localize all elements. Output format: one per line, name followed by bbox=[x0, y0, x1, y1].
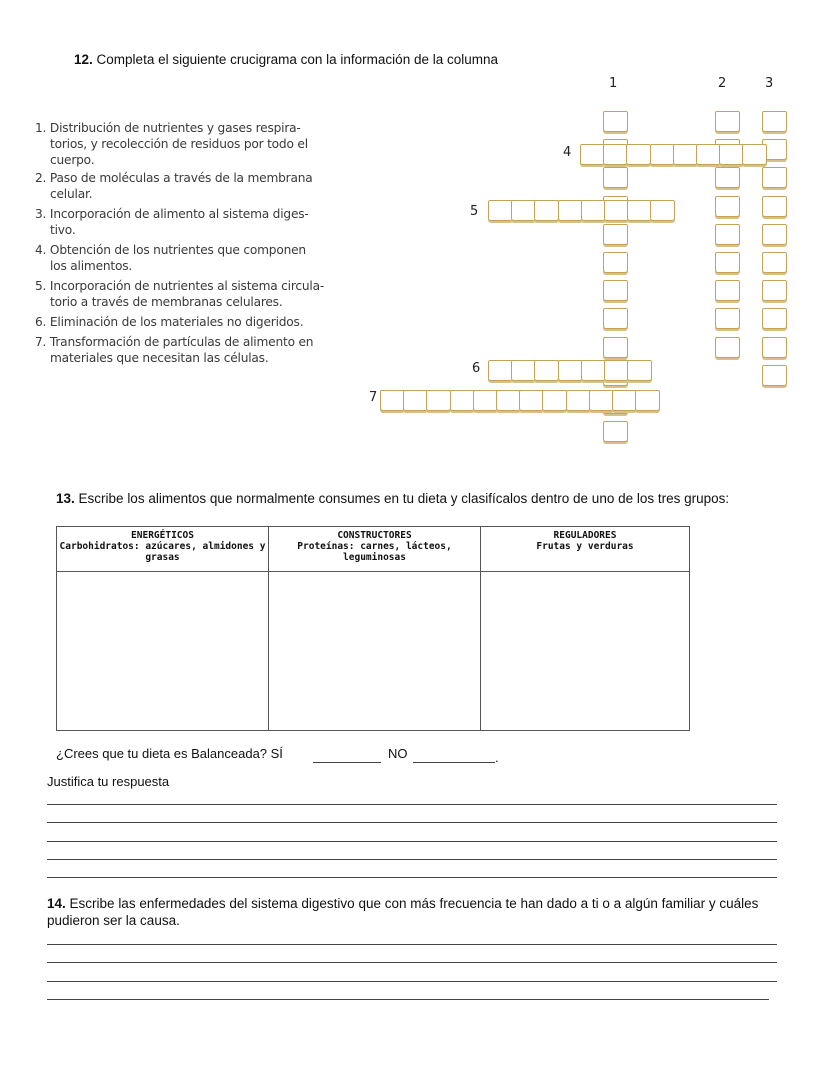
clue-7: 7. Transformación de partículas de alimento en materiales que necesitan las células. bbox=[35, 335, 314, 365]
grid-number-3: 3 bbox=[765, 76, 774, 91]
crossword-cell-5[interactable] bbox=[511, 200, 536, 221]
crossword-cell-7[interactable] bbox=[612, 390, 637, 411]
crossword-cell-3[interactable] bbox=[762, 167, 787, 188]
crossword-cell-6[interactable] bbox=[604, 360, 629, 381]
grid-number-1: 1 bbox=[609, 76, 618, 91]
crossword-cell-7[interactable] bbox=[380, 390, 405, 411]
crossword-cell-2[interactable] bbox=[715, 196, 740, 217]
crossword-cell-1[interactable] bbox=[603, 167, 628, 188]
crossword-cell-1[interactable] bbox=[603, 421, 628, 442]
answer-line[interactable] bbox=[47, 962, 777, 963]
crossword-cell-5[interactable] bbox=[650, 200, 675, 221]
crossword-cell-3[interactable] bbox=[762, 337, 787, 358]
balanced-question: ¿Crees que tu dieta es Balanceada? SÍ bbox=[56, 746, 283, 761]
table-header-row bbox=[57, 527, 690, 572]
crossword-cell-7[interactable] bbox=[566, 390, 591, 411]
header-reguladores: REGULADORES Frutas y verduras bbox=[481, 527, 690, 572]
crossword-cell-2[interactable] bbox=[715, 337, 740, 358]
justify-line[interactable] bbox=[47, 822, 777, 823]
crossword-cell-3[interactable] bbox=[762, 111, 787, 132]
grid-number-5: 5 bbox=[470, 204, 479, 219]
crossword-cell-2[interactable] bbox=[715, 252, 740, 273]
crossword-cell-6[interactable] bbox=[488, 360, 513, 381]
crossword-cell-7[interactable] bbox=[519, 390, 544, 411]
justify-line[interactable] bbox=[47, 841, 777, 842]
grid-number-4: 4 bbox=[563, 145, 572, 160]
clue-6: 6. Eliminación de los materiales no digeridos. bbox=[35, 315, 304, 329]
answer-cell-reguladores[interactable] bbox=[481, 572, 690, 731]
crossword-cell-7[interactable] bbox=[635, 390, 660, 411]
justify-line[interactable] bbox=[47, 859, 777, 860]
crossword-cell-1[interactable] bbox=[603, 280, 628, 301]
crossword-cell-4[interactable] bbox=[603, 144, 628, 165]
clue-2: 2. Paso de moléculas a través de la membrana celular. bbox=[35, 171, 313, 201]
crossword-cell-6[interactable] bbox=[558, 360, 583, 381]
crossword-cell-5[interactable] bbox=[627, 200, 652, 221]
crossword-cell-6[interactable] bbox=[627, 360, 652, 381]
clue-5: 5. Incorporación de nutrientes al sistema circula- torio a través de membranas celulares. bbox=[35, 279, 325, 309]
crossword-cell-5[interactable] bbox=[534, 200, 559, 221]
q14-title: 14. Escribe las enfermedades del sistema digestivo que con más frecuencia te han dado a ti o a algún familiar y cuáles pudieron ser la causa. bbox=[47, 896, 759, 928]
crossword-cell-5[interactable] bbox=[604, 200, 629, 221]
justify-label: Justifica tu respuesta bbox=[47, 774, 170, 789]
crossword-cell-2[interactable] bbox=[715, 111, 740, 132]
crossword-cell-1[interactable] bbox=[603, 224, 628, 245]
crossword-cell-4[interactable] bbox=[719, 144, 744, 165]
crossword-cell-6[interactable] bbox=[581, 360, 606, 381]
grid-number-6: 6 bbox=[472, 361, 481, 376]
crossword-cell-1[interactable] bbox=[603, 252, 628, 273]
si-answer-line[interactable] bbox=[313, 762, 381, 763]
crossword-cell-6[interactable] bbox=[534, 360, 559, 381]
crossword-cell-7[interactable] bbox=[403, 390, 428, 411]
crossword-cell-3[interactable] bbox=[762, 252, 787, 273]
crossword-cell-7[interactable] bbox=[542, 390, 567, 411]
header-energeticos: ENERGÉTICOS Carbohidratos: azúcares, almidones y grasas bbox=[57, 527, 269, 572]
crossword-cell-4[interactable] bbox=[650, 144, 675, 165]
crossword-cell-3[interactable] bbox=[762, 224, 787, 245]
crossword-cell-2[interactable] bbox=[715, 280, 740, 301]
crossword-cell-4[interactable] bbox=[673, 144, 698, 165]
crossword-cell-3[interactable] bbox=[762, 196, 787, 217]
answer-cell-constructores[interactable] bbox=[269, 572, 481, 731]
crossword-cell-5[interactable] bbox=[488, 200, 513, 221]
food-groups-table bbox=[56, 526, 690, 731]
header-constructores: CONSTRUCTORES Proteínas: carnes, lácteos, leguminosas bbox=[269, 527, 481, 572]
crossword-grid bbox=[0, 0, 828, 470]
crossword-cell-2[interactable] bbox=[715, 224, 740, 245]
crossword-cell-3[interactable] bbox=[762, 365, 787, 386]
crossword-cell-7[interactable] bbox=[426, 390, 451, 411]
crossword-cell-7[interactable] bbox=[496, 390, 521, 411]
crossword-cell-4[interactable] bbox=[742, 144, 767, 165]
crossword-cell-2[interactable] bbox=[715, 308, 740, 329]
grid-number-2: 2 bbox=[718, 76, 727, 91]
clue-1: 1. Distribución de nutrientes y gases respira- torios, y recolección de residuos por todo el cuerpo. bbox=[35, 121, 308, 167]
crossword-cell-1[interactable] bbox=[603, 308, 628, 329]
crossword-cell-3[interactable] bbox=[762, 280, 787, 301]
answer-cell-energeticos[interactable] bbox=[57, 572, 269, 731]
crossword-cell-3[interactable] bbox=[762, 308, 787, 329]
crossword-cell-7[interactable] bbox=[473, 390, 498, 411]
answer-line[interactable] bbox=[47, 981, 777, 982]
crossword-cell-6[interactable] bbox=[511, 360, 536, 381]
crossword-cell-2[interactable] bbox=[715, 167, 740, 188]
crossword-cell-7[interactable] bbox=[589, 390, 614, 411]
justify-line[interactable] bbox=[47, 804, 777, 805]
crossword-cell-4[interactable] bbox=[696, 144, 721, 165]
crossword-cell-7[interactable] bbox=[450, 390, 475, 411]
clue-3: 3. Incorporación de alimento al sistema diges- tivo. bbox=[35, 207, 309, 237]
no-label: NO bbox=[388, 746, 408, 761]
table-answer-row bbox=[57, 572, 690, 731]
crossword-cell-1[interactable] bbox=[603, 111, 628, 132]
grid-number-7: 7 bbox=[369, 390, 378, 405]
crossword-cell-5[interactable] bbox=[558, 200, 583, 221]
justify-line[interactable] bbox=[47, 877, 777, 878]
q12-title: 12. Completa el siguiente crucigrama con la información de la columna bbox=[74, 52, 499, 67]
crossword-cell-4[interactable] bbox=[626, 144, 651, 165]
crossword-cell-4[interactable] bbox=[580, 144, 605, 165]
crossword-cell-1[interactable] bbox=[603, 337, 628, 358]
answer-line[interactable] bbox=[47, 999, 769, 1000]
q13-title: 13. Escribe los alimentos que normalmente consumes en tu dieta y clasifícalos dentro de uno de los tres grupos: bbox=[56, 491, 730, 506]
answer-line[interactable] bbox=[47, 944, 777, 945]
crossword-cell-5[interactable] bbox=[581, 200, 606, 221]
no-answer-line[interactable] bbox=[413, 762, 495, 763]
clue-4: 4. Obtención de los nutrientes que componen los alimentos. bbox=[35, 243, 306, 273]
